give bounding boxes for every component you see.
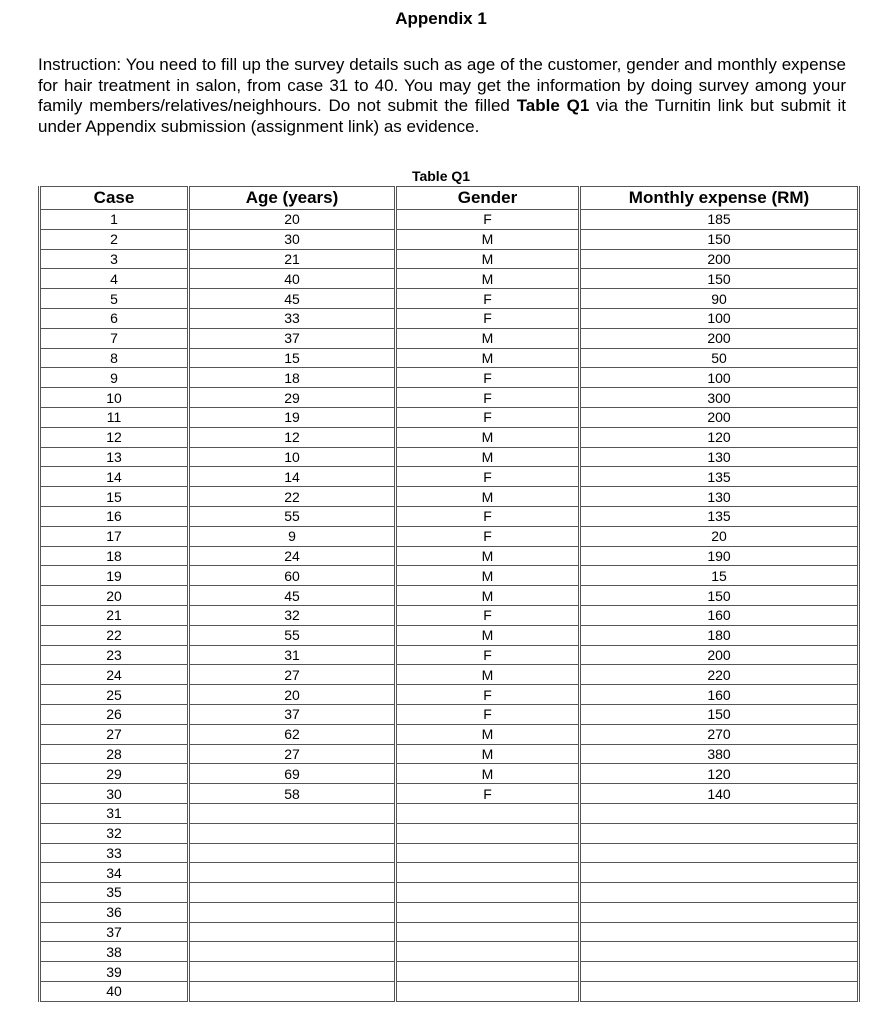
header-age: Age (years) (189, 187, 396, 210)
table-row (40, 487, 859, 507)
age-cell: 20 (189, 210, 396, 230)
age-cell[interactable] (189, 902, 396, 922)
age-cell: 22 (189, 487, 396, 507)
age-cell: 24 (189, 546, 396, 566)
table-row (40, 982, 859, 1002)
gender-cell: F (396, 704, 580, 724)
table-row (40, 269, 859, 289)
case-cell: 1 (40, 210, 189, 230)
table-row (40, 447, 859, 467)
case-cell: 35 (40, 883, 189, 903)
header-gender: Gender (396, 187, 580, 210)
expense-cell: 100 (580, 368, 859, 388)
table-row (40, 467, 859, 487)
age-cell: 32 (189, 605, 396, 625)
table-row (40, 645, 859, 665)
expense-cell[interactable] (580, 843, 859, 863)
age-cell: 10 (189, 447, 396, 467)
expense-cell: 180 (580, 625, 859, 645)
expense-cell[interactable] (580, 942, 859, 962)
age-cell[interactable] (189, 803, 396, 823)
gender-cell: M (396, 566, 580, 586)
case-cell: 25 (40, 685, 189, 705)
expense-cell: 200 (580, 328, 859, 348)
case-cell: 37 (40, 922, 189, 942)
survey-table (38, 186, 860, 1002)
case-cell: 9 (40, 368, 189, 388)
table-row (40, 764, 859, 784)
expense-cell: 185 (580, 210, 859, 230)
case-cell: 27 (40, 724, 189, 744)
case-cell: 32 (40, 823, 189, 843)
table-row (40, 823, 859, 843)
gender-cell: M (396, 665, 580, 685)
table-row (40, 883, 859, 903)
case-cell: 40 (40, 982, 189, 1002)
table-row (40, 407, 859, 427)
age-cell: 58 (189, 784, 396, 804)
gender-cell: M (396, 229, 580, 249)
gender-cell: M (396, 269, 580, 289)
age-cell[interactable] (189, 863, 396, 883)
gender-cell: M (396, 724, 580, 744)
gender-cell: F (396, 605, 580, 625)
case-cell: 18 (40, 546, 189, 566)
age-cell: 20 (189, 685, 396, 705)
case-cell: 34 (40, 863, 189, 883)
case-cell: 24 (40, 665, 189, 685)
table-row (40, 744, 859, 764)
expense-cell: 150 (580, 704, 859, 724)
age-cell: 33 (189, 308, 396, 328)
age-cell[interactable] (189, 883, 396, 903)
age-cell: 27 (189, 744, 396, 764)
gender-cell[interactable] (396, 883, 580, 903)
age-cell: 37 (189, 328, 396, 348)
header-case: Case (40, 187, 189, 210)
age-cell: 31 (189, 645, 396, 665)
age-cell[interactable] (189, 962, 396, 982)
gender-cell: M (396, 546, 580, 566)
case-cell: 7 (40, 328, 189, 348)
case-cell: 11 (40, 407, 189, 427)
case-cell: 6 (40, 308, 189, 328)
table-row (40, 249, 859, 269)
gender-cell: F (396, 685, 580, 705)
age-cell: 37 (189, 704, 396, 724)
expense-cell: 150 (580, 586, 859, 606)
table-row (40, 605, 859, 625)
page-title: Appendix 1 (395, 9, 487, 28)
age-cell: 30 (189, 229, 396, 249)
case-cell: 39 (40, 962, 189, 982)
case-cell: 33 (40, 843, 189, 863)
gender-cell[interactable] (396, 902, 580, 922)
expense-cell: 200 (580, 249, 859, 269)
case-cell: 4 (40, 269, 189, 289)
gender-cell: F (396, 784, 580, 804)
case-cell: 21 (40, 605, 189, 625)
table-body (40, 210, 859, 1002)
instruction-paragraph (38, 55, 846, 137)
expense-cell: 15 (580, 566, 859, 586)
age-cell: 21 (189, 249, 396, 269)
table-row (40, 843, 859, 863)
age-cell[interactable] (189, 843, 396, 863)
expense-cell: 150 (580, 229, 859, 249)
case-cell: 12 (40, 427, 189, 447)
age-cell: 45 (189, 586, 396, 606)
gender-cell: M (396, 427, 580, 447)
gender-cell: M (396, 744, 580, 764)
expense-cell: 90 (580, 289, 859, 309)
expense-cell: 130 (580, 447, 859, 467)
gender-cell: F (396, 388, 580, 408)
gender-cell: F (396, 467, 580, 487)
instruction-text: Instruction: You need to fill up the survey details such as age of the customer, gender and monthly expense for hair treatment in salon, from case 31 to 40. You may get the information by doing survey among your family members/relatives/neighhours. Do not submit the filled (38, 55, 846, 115)
age-cell: 40 (189, 269, 396, 289)
table-row (40, 388, 859, 408)
case-cell: 23 (40, 645, 189, 665)
table-row (40, 328, 859, 348)
case-cell: 2 (40, 229, 189, 249)
expense-cell[interactable] (580, 883, 859, 903)
case-cell: 29 (40, 764, 189, 784)
table-row (40, 289, 859, 309)
case-cell: 13 (40, 447, 189, 467)
age-cell[interactable] (189, 942, 396, 962)
table-row (40, 685, 859, 705)
table-row (40, 803, 859, 823)
gender-cell: F (396, 526, 580, 546)
case-cell: 31 (40, 803, 189, 823)
age-cell: 14 (189, 467, 396, 487)
table-caption: Table Q1 (411, 168, 471, 184)
expense-cell[interactable] (580, 803, 859, 823)
expense-cell: 130 (580, 487, 859, 507)
table-header-row (40, 187, 859, 210)
gender-cell[interactable] (396, 863, 580, 883)
age-cell: 55 (189, 506, 396, 526)
gender-cell[interactable] (396, 982, 580, 1002)
gender-cell: F (396, 308, 580, 328)
case-cell: 10 (40, 388, 189, 408)
gender-cell[interactable] (396, 803, 580, 823)
gender-cell: F (396, 368, 580, 388)
table-row (40, 546, 859, 566)
expense-cell: 20 (580, 526, 859, 546)
case-cell: 3 (40, 249, 189, 269)
expense-cell: 160 (580, 685, 859, 705)
gender-cell: F (396, 289, 580, 309)
case-cell: 5 (40, 289, 189, 309)
expense-cell: 135 (580, 467, 859, 487)
gender-cell[interactable] (396, 962, 580, 982)
case-cell: 8 (40, 348, 189, 368)
gender-cell: M (396, 586, 580, 606)
case-cell: 17 (40, 526, 189, 546)
table-row (40, 526, 859, 546)
table-row (40, 665, 859, 685)
case-cell: 26 (40, 704, 189, 724)
case-cell: 20 (40, 586, 189, 606)
gender-cell: M (396, 328, 580, 348)
gender-cell: F (396, 506, 580, 526)
expense-cell: 190 (580, 546, 859, 566)
table-row (40, 704, 859, 724)
expense-cell[interactable] (580, 962, 859, 982)
table-row (40, 962, 859, 982)
age-cell: 27 (189, 665, 396, 685)
gender-cell: M (396, 625, 580, 645)
expense-cell: 200 (580, 407, 859, 427)
header-monthly-expense: Monthly expense (RM) (580, 187, 859, 210)
gender-cell: F (396, 407, 580, 427)
table-row (40, 586, 859, 606)
table-row (40, 348, 859, 368)
gender-cell: M (396, 447, 580, 467)
age-cell: 55 (189, 625, 396, 645)
table-row (40, 922, 859, 942)
gender-cell: M (396, 487, 580, 507)
case-cell: 19 (40, 566, 189, 586)
table-row (40, 506, 859, 526)
expense-cell[interactable] (580, 863, 859, 883)
instruction-table-reference: Table Q1 (516, 96, 590, 115)
case-cell: 15 (40, 487, 189, 507)
case-cell: 16 (40, 506, 189, 526)
gender-cell: M (396, 249, 580, 269)
case-cell: 38 (40, 942, 189, 962)
expense-cell: 135 (580, 506, 859, 526)
expense-cell[interactable] (580, 922, 859, 942)
age-cell: 45 (189, 289, 396, 309)
table-row (40, 566, 859, 586)
table-row (40, 863, 859, 883)
age-cell[interactable] (189, 922, 396, 942)
age-cell: 15 (189, 348, 396, 368)
case-cell: 28 (40, 744, 189, 764)
table-row (40, 724, 859, 744)
table-row (40, 902, 859, 922)
expense-cell[interactable] (580, 823, 859, 843)
expense-cell: 300 (580, 388, 859, 408)
table-row (40, 784, 859, 804)
gender-cell[interactable] (396, 823, 580, 843)
expense-cell: 220 (580, 665, 859, 685)
age-cell: 62 (189, 724, 396, 744)
expense-cell[interactable] (580, 902, 859, 922)
instruction-text-end: via the Turnitin link but submit it under Appendix submission (assignment link) as evidence. (38, 96, 846, 136)
expense-cell: 150 (580, 269, 859, 289)
case-cell: 36 (40, 902, 189, 922)
age-cell: 29 (189, 388, 396, 408)
case-cell: 30 (40, 784, 189, 804)
table-row (40, 625, 859, 645)
expense-cell: 50 (580, 348, 859, 368)
gender-cell: F (396, 645, 580, 665)
expense-cell: 120 (580, 764, 859, 784)
age-cell: 69 (189, 764, 396, 784)
gender-cell[interactable] (396, 922, 580, 942)
gender-cell: M (396, 764, 580, 784)
table-row (40, 210, 859, 230)
expense-cell: 120 (580, 427, 859, 447)
age-cell: 18 (189, 368, 396, 388)
case-cell: 22 (40, 625, 189, 645)
expense-cell: 270 (580, 724, 859, 744)
expense-cell[interactable] (580, 982, 859, 1002)
case-cell: 14 (40, 467, 189, 487)
table-row (40, 229, 859, 249)
age-cell[interactable] (189, 982, 396, 1002)
gender-cell[interactable] (396, 942, 580, 962)
expense-cell: 380 (580, 744, 859, 764)
expense-cell: 160 (580, 605, 859, 625)
table-row (40, 942, 859, 962)
expense-cell: 140 (580, 784, 859, 804)
expense-cell: 200 (580, 645, 859, 665)
gender-cell: M (396, 348, 580, 368)
age-cell: 12 (189, 427, 396, 447)
table-row (40, 368, 859, 388)
expense-cell: 100 (580, 308, 859, 328)
age-cell: 60 (189, 566, 396, 586)
age-cell: 19 (189, 407, 396, 427)
age-cell: 9 (189, 526, 396, 546)
gender-cell: F (396, 210, 580, 230)
gender-cell[interactable] (396, 843, 580, 863)
table-row (40, 427, 859, 447)
table-row (40, 308, 859, 328)
age-cell[interactable] (189, 823, 396, 843)
